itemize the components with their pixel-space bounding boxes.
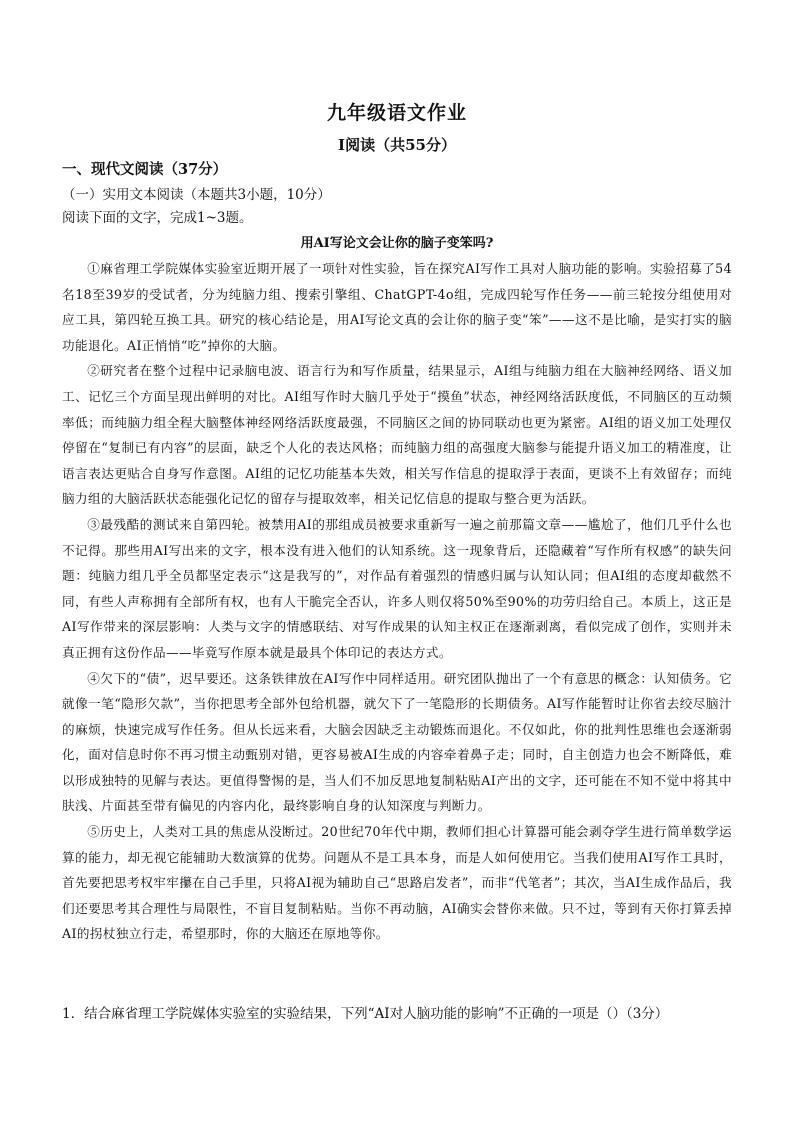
reading-instruction: 阅读下面的文字，完成1~3题。: [62, 210, 253, 226]
article-paragraph-5: ⑤历史上，人类对工具的焦虑从没断过。20世纪70年代中期，教师们担心计算器可能会剥夺学生进行简单数学运算的能力，却无视它能辅助大数演算的优势。问题从不是工具本身，而是人如何使用它。当我们使用AI写作工具时，首先要把思考权牢牢攥在自己手里，只将AI视为辅助自己“思路启发者”，而非“代笔者”；其次，当AI生成作品后，我们还要思考其合理性与局限性，不盲目复制粘贴。当你不再动脑，AI确实会替你来做。只不过，等到有天你打算丢掉AI的拐杖独立行走，希望那时，你的大脑还在原地等你。: [62, 824, 732, 942]
part-heading: Ⅰ阅读（共55分）: [338, 136, 456, 154]
question-1: 1．结合麻省理工学院媒体实验室的实验结果，下列“AI对人脑功能的影响”不正确的一项是（）（3分）: [62, 1006, 669, 1022]
article-paragraph-3: ③最残酷的测试来自第四轮。被禁用AI的那组成员被要求重新写一遍之前那篇文章——尴尬了，他们几乎什么也不记得。那些用AI写出来的文字，根本没有进入他们的认知系统。这一现象背后，还隐藏着“写作所有权感”的缺失问题：纯脑力组几乎全员都坚定表示“这是我写的”，对作品有着强烈的情感归属与认知认同；但AI组的态度却截然不同，有些人声称拥有全部所有权，也有人干脆完全否认，许多人则仅将50%至90%的功劳归给自己。本质上，这正是AI写作带来的深层影响：人类与文字的情感联结、对写作成果的认知主权正在逐渐剥离，看似完成了创作，实则并未真正拥有这份作品——毕竟写作原本就是最具个体印记的表达方式。: [62, 516, 732, 660]
subsection-heading: （一）实用文本阅读（本题共3小题，10分）: [62, 187, 331, 203]
article-body: [62, 256, 732, 947]
article-paragraph-4: ④欠下的“债”，迟早要还。这条铁律放在AI写作中同样适用。研究团队抛出了一个有意思的概念：认知债务。它就像一笔“隐形欠款”，当你把思考全部外包给机器，就欠下了一笔隐形的长期债务。AI写作能暂时让你省去绞尽脑汁的麻烦，快速完成写作任务。但从长远来看，大脑会因缺乏主动锻炼而退化。不仅如此，你的批判性思维也会逐渐弱化，面对信息时你不再习惯主动甄别对错，更容易被AI生成的内容牵着鼻子走；同时，自主创造力也会不断降低，难以形成独特的见解与表达。更值得警惕的是，当人们不加反思地复制粘贴AI产出的文字，还可能在不知不觉中将其中肤浅、片面甚至带有偏见的内容内化，最终影响自身的认知深度与判断力。: [62, 670, 732, 814]
article-paragraph-1: ①麻省理工学院媒体实验室近期开展了一项针对性实验，旨在探究AI写作工具对人脑功能的影响。实验招募了54名18至39岁的受试者，分为纯脑力组、搜索引擎组、ChatGPT-4o组，完成四轮写作任务——前三轮按分组使用对应工具，第四轮互换工具。研究的核心结论是，用AI写论文真的会让你的脑子变“笨”——这不是比喻，是实打实的脑功能退化。AI正悄悄“吃”掉你的大脑。: [62, 261, 732, 353]
article-paragraph-2: ②研究者在整个过程中记录脑电波、语言行为和写作质量，结果显示，AI组与纯脑力组在大脑神经网络、语义加工、记忆三个方面呈现出鲜明的对比。AI组写作时大脑几乎处于“摸鱼”状态，神经网络活跃度低，不同脑区的互动频率低；而纯脑力组全程大脑整体神经网络活跃度最强，不同脑区之间的协同联动也更为紧密。AI组的语义加工处理仅停留在“复制已有内容”的层面，缺乏个人化的表达风格；而纯脑力组的高强度大脑参与能提升语义加工的精准度，让语言表达更贴合自身写作意图。AI组的记忆功能基本失效，相关写作信息的提取浮于表面，更谈不上有效留存；而纯脑力组的大脑活跃状态能强化记忆的留存与提取效率，相关记忆信息的提取与整合更为活跃。: [62, 363, 732, 507]
page-title: 九年级语文作业: [326, 102, 467, 124]
section-heading: 一、现代文阅读（37分）: [62, 161, 228, 178]
article-title: 用AI写论文会让你的脑子变笨吗?: [300, 236, 494, 251]
